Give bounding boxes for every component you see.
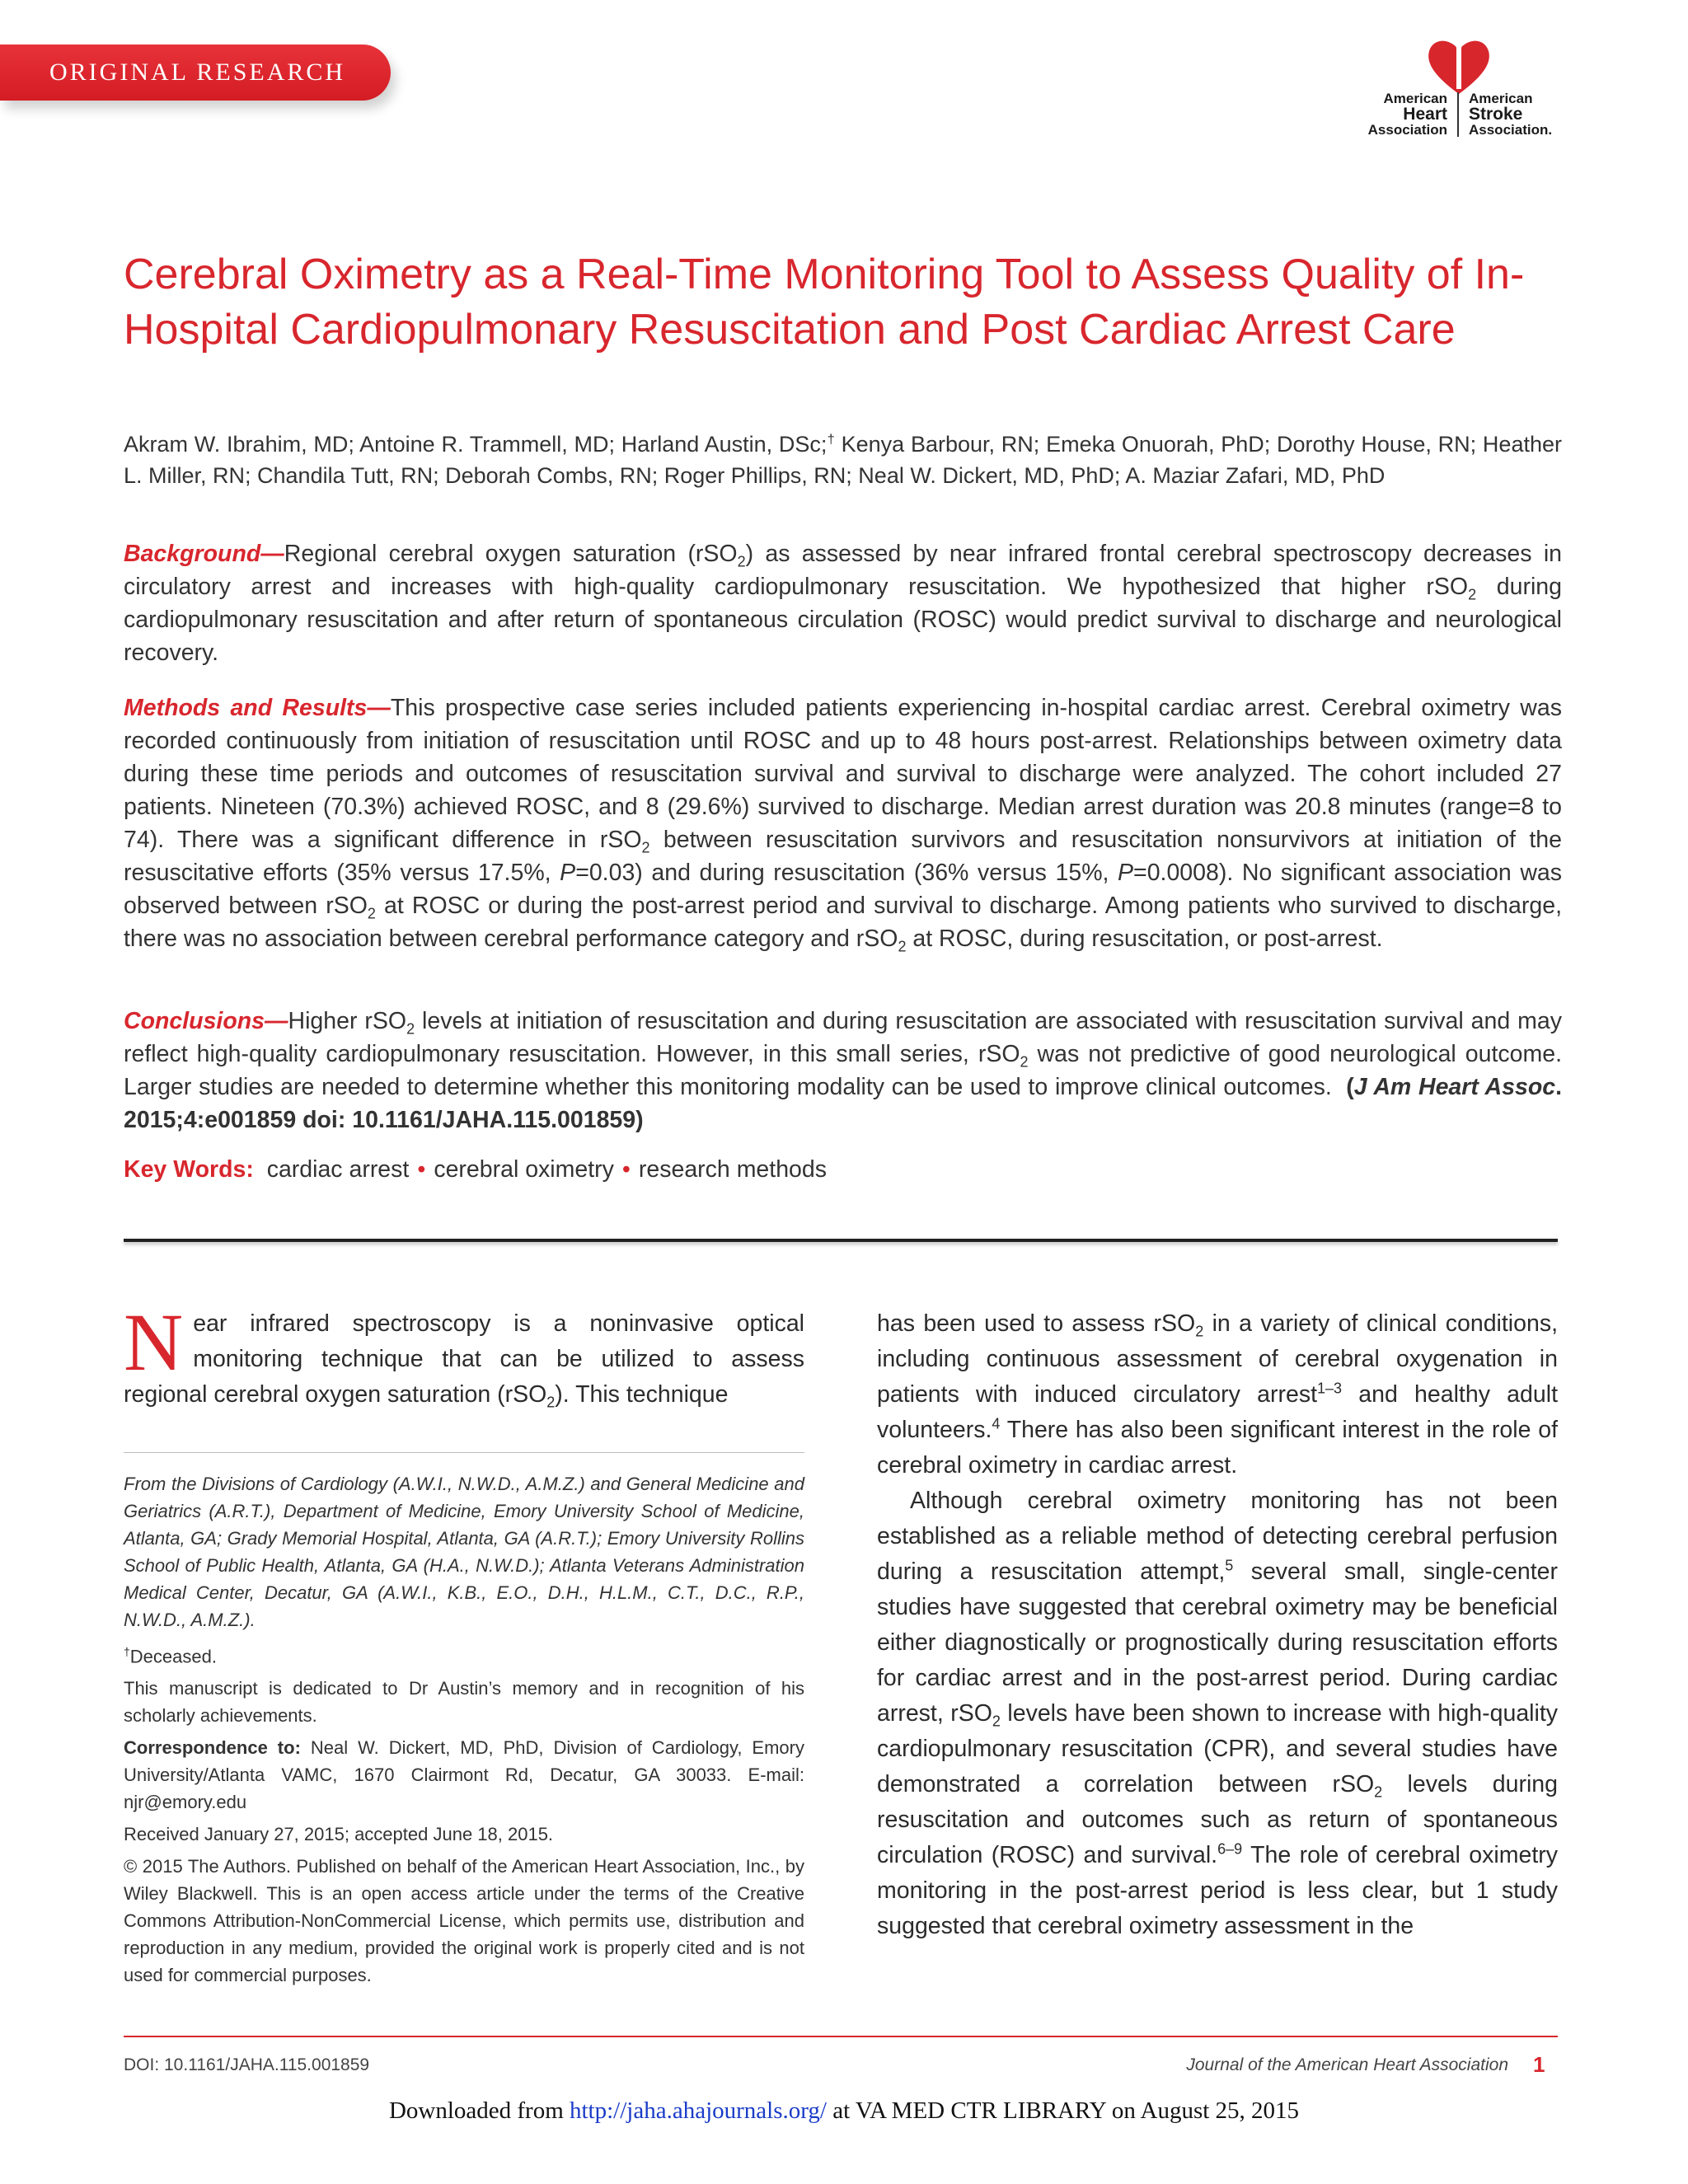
section-divider [124, 1239, 1558, 1242]
text: ear infrared spectroscopy is a noninvasive optical monitoring technique that can be utilized to assess regional cerebral oxygen saturation (rSO [124, 1310, 804, 1408]
logo-line: Heart [1403, 105, 1447, 124]
keyword[interactable]: research methods [638, 1156, 828, 1183]
logo-line: American [1469, 91, 1533, 106]
keywords [124, 1153, 1562, 1186]
abstract-methods-results [124, 691, 1562, 955]
footer-doi: DOI: 10.1161/JAHA.115.001859 [124, 2055, 370, 2074]
logo-line: Stroke [1469, 105, 1523, 124]
text: was not predictive of good neurological outcome. Larger studies are needed to determine whether this monitoring modality can be used to improve clinical outcomes. [124, 1041, 1562, 1100]
body-right-column [877, 1306, 1558, 1944]
subscript: 2 [737, 553, 746, 570]
footer-rule [124, 2036, 1558, 2037]
body-paragraph [877, 1483, 1558, 1944]
deceased-mark: † [827, 433, 835, 447]
logo-divider [1457, 92, 1459, 137]
logo-line: Association. [1469, 122, 1553, 138]
text: between resuscitation survivors and resuscitation nonsurvivors at initiation of the resuscitative efforts (35% versus 17.5%, [124, 827, 1562, 886]
citation-part: . 2015;4:e001859 doi: 10.1161/JAHA.115.001859) [124, 1074, 1562, 1133]
body-paragraph [124, 1296, 804, 1413]
citation-journal: J Am Heart Assoc [1353, 1074, 1556, 1100]
abstract-heading: Methods and Results— [124, 695, 391, 721]
subscript: 2 [1020, 1053, 1029, 1071]
text: This prospective case series included patients experiencing in-hospital cardiac arrest. Cerebral oximetry was recorded continuously from initiation of resuscitation until ROSC and up to 48 hours post-arrest. Relationships between oximetry data during these time periods and outcomes of resuscitation survival and survival to discharge were analyzed. The cohort included 27 patients. Nineteen (70.3%) achieved ROSC, and 8 (29.6%) survived to discharge. Median arrest duration was 20.8 minutes (range=8 to 74). There was a significant difference in rSO [124, 695, 1562, 853]
keyword[interactable]: cerebral oximetry [434, 1156, 614, 1183]
license: © 2015 The Authors. Published on behalf of the American Heart Association, Inc., by Wiley Blackwell. This is an open access article under the terms of the Creative Commons Attribution-NonCommercial License, which permits use, distribution and reproduction in any medium, provided the original work is properly cited and is not used for commercial purposes. [124, 1856, 804, 1986]
footer-journal: Journal of the American Heart Association [1186, 2055, 1508, 2074]
article-title: Cerebral Oximetry as a Real-Time Monitoring Tool to Assess Quality of In-Hospital Cardiopulmonary Resuscitation and Post Cardiac Arrest Care [124, 251, 1525, 354]
section-tab: ORIGINAL RESEARCH [0, 45, 391, 101]
reference-link[interactable]: 4 [992, 1415, 1001, 1432]
received-dates: Received January 27, 2015; accepted June 18, 2015. [124, 1824, 554, 1845]
bullet-icon: • [417, 1156, 426, 1183]
heart-torch-icon [1426, 36, 1492, 96]
page-number: 1 [1533, 2052, 1545, 2077]
authors-part: Akram W. Ibrahim, MD; Antoine R. Trammell, MD; Harland Austin, DSc; [124, 432, 828, 457]
text: in a variety of clinical conditions, including continuous assessment of cerebral oxygenation in patients with induced circulatory arrest [877, 1310, 1558, 1408]
text: levels have been shown to increase with high-quality cardiopulmonary resuscitation (CPR), and several studies have demonstrated a correlation between rSO [877, 1700, 1558, 1797]
text: Regional cerebral oxygen saturation (rSO [284, 541, 738, 567]
download-link[interactable]: http://jaha.ahajournals.org/ [570, 2097, 827, 2124]
notes-divider [124, 1452, 804, 1453]
bullet-icon: • [621, 1156, 631, 1183]
text: ). This technique [555, 1381, 729, 1408]
text: Deceased. [129, 1646, 217, 1667]
abstract-heading: Background— [124, 541, 284, 567]
correspondence-label: Correspondence to: [124, 1737, 301, 1759]
subscript: 2 [546, 1394, 556, 1411]
text: Higher rSO [288, 1008, 407, 1034]
download-notice [0, 2097, 1688, 2125]
text: several small, single-center studies have suggested that cerebral oximetry may be beneficial either diagnostically or prognostically during resuscitation efforts for cardiac arrest and in the post-arrest period. During cardiac arrest, rSO [877, 1558, 1558, 1727]
text: and healthy adult volunteers. [877, 1381, 1558, 1443]
body-paragraph [877, 1306, 1558, 1483]
abstract-heading: Conclusions— [124, 1008, 288, 1034]
authors-part: Kenya Barbour, RN; Emeka Onuorah, PhD; Dorothy House, RN; Heather L. Miller, RN; Chandila Tutt, RN; Deborah Combs, RN; Roger Phillips, RN; Neal W. Dickert, MD, PhD; A. Maziar Zafari, MD, PhD [124, 432, 1562, 488]
logo-stroke-text [1469, 91, 1568, 138]
text: There has also been significant interest in the role of cerebral oximetry in cardiac arrest. [877, 1417, 1558, 1479]
keyword[interactable]: cardiac arrest [266, 1156, 410, 1183]
text: Neal W. Dickert, MD, PhD, Division of Cardiology, Emory University/Atlanta VAMC, 1670 Clairmont Rd, Decatur, GA 30033. E-mail: njr@emory.edu [124, 1737, 804, 1813]
article-notes [124, 1470, 804, 1994]
text: ) as assessed by near infrared frontal cerebral spectroscopy decreases in circulatory arrest and increases with high-quality cardiopulmonary resuscitation. We hypothesized that higher rSO [124, 541, 1562, 600]
text: during cardiopulmonary resuscitation and after return of spontaneous circulation (ROSC) would predict survival to discharge and neurological recovery. [124, 574, 1562, 666]
text: has been used to assess rSO [877, 1310, 1196, 1337]
text: levels during resuscitation and outcomes such as return of spontaneous circulation (ROSC) and survival. [877, 1771, 1558, 1868]
text: Downloaded from [388, 2097, 570, 2124]
reference-link[interactable]: 1–3 [1316, 1380, 1343, 1397]
subscript: 2 [1374, 1783, 1383, 1801]
citation-part: ( [1346, 1074, 1354, 1100]
text: at ROSC, during resuscitation, or post-arrest. [906, 926, 1383, 952]
reference-link[interactable]: 6–9 [1217, 1840, 1243, 1858]
subscript: 2 [367, 905, 376, 922]
subscript: 2 [406, 1020, 415, 1038]
text: =0.03) and during resuscitation (36% versus 15%, [575, 860, 1118, 886]
keywords-label: Key Words: [124, 1156, 254, 1183]
subscript: 2 [1468, 586, 1477, 603]
subscript: 2 [1195, 1323, 1204, 1340]
affiliations: From the Divisions of Cardiology (A.W.I., N.W.D., A.M.Z.) and General Medicine and Geriatrics (A.R.T.), Department of Medicine, Emory University School of Medicine, Atlanta, GA; Grady Memorial Hospital, Atlanta, GA (A.R.T.); Emory University Rollins School of Public Health, Atlanta, GA (H.A., N.W.D.); Atlanta Veterans Administration Medical Center, Decatur, GA (A.W.I., K.B., E.O., D.H., H.L.M., C.T., D.C., R.P., N.W.D., A.M.Z.). [124, 1474, 804, 1630]
dedication: This manuscript is dedicated to Dr Austin’s memory and in recognition of his scholarly achievements. [124, 1678, 804, 1727]
abstract-conclusions [124, 1005, 1562, 1137]
reference-link[interactable]: 5 [1225, 1557, 1234, 1574]
subscript: 2 [641, 839, 650, 856]
body-left-column [124, 1296, 804, 1413]
p-value-symbol: P [1118, 860, 1134, 886]
logo-line: Association [1367, 122, 1447, 138]
text: levels at initiation of resuscitation and during resuscitation are associated with resuscitation survival and may reflect high-quality cardiopulmonary resuscitation. However, in this small series, rSO [124, 1008, 1562, 1067]
text: at VA MED CTR LIBRARY on August 25, 2015 [826, 2097, 1300, 2124]
text: at ROSC or during the post-arrest period and survival to discharge. Among patients who survived to discharge, there was no association between cerebral performance category and rSO [124, 893, 1562, 952]
abstract-background [124, 537, 1562, 669]
text: =0.0008). No significant association was observed between rSO [124, 860, 1563, 919]
author-list [124, 424, 1562, 491]
subscript: 2 [898, 938, 907, 955]
drop-cap: N [124, 1296, 184, 1388]
p-value-symbol: P [560, 860, 576, 886]
text: The role of cerebral oximetry monitoring in the post-arrest period is less clear, but 1 study suggested that cerebral oximetry assessment in the [877, 1842, 1558, 1939]
aha-asa-logo [1358, 36, 1563, 139]
text: Although cerebral oximetry monitoring has not been established as a reliable method of detecting cerebral perfusion during a resuscitation attempt, [877, 1488, 1558, 1585]
dagger-mark: † [124, 1645, 130, 1658]
deceased-note [124, 1638, 804, 1670]
logo-line: American [1383, 91, 1447, 106]
subscript: 2 [992, 1713, 1001, 1730]
logo-heart-text [1358, 91, 1447, 138]
correspondence [124, 1734, 804, 1816]
